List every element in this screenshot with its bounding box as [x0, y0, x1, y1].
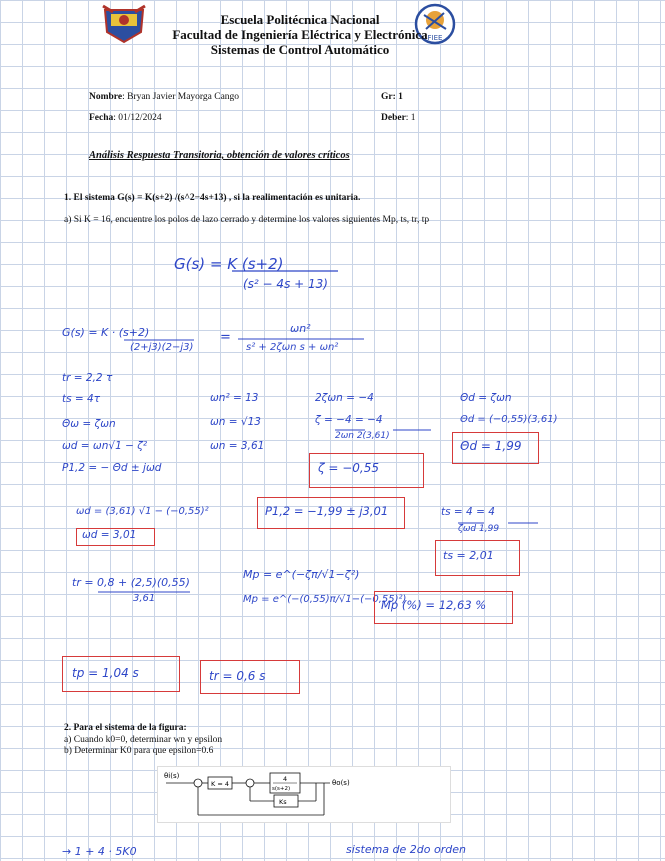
summing-junction-2	[246, 779, 254, 787]
hw-tr-def: tr = 2,2 τ	[62, 372, 113, 384]
document-title: Análisis Respuesta Transitoria, obtención de valores críticos	[89, 150, 350, 161]
institution-name: Escuela Politécnica Nacional	[220, 12, 380, 27]
nombre-label: Nombre	[89, 92, 123, 102]
question-2-part-a: a) Cuando k0=0, determinar wn y epsilon	[64, 735, 223, 745]
hw-gcl-eq: =	[220, 330, 231, 345]
diagram-output-label: θo(s)	[332, 779, 350, 787]
plant-numerator: 4	[283, 775, 288, 783]
hw-tr-frac: tr = 0,8 + (2,5)(0,55)	[72, 576, 190, 589]
question-2-heading: 2. Para el sistema de la figura:	[64, 723, 187, 733]
fiee-logo-text: FIEE	[427, 34, 443, 42]
fraction-line	[232, 269, 340, 273]
fecha-value: : 01/12/2024	[113, 113, 162, 123]
question-1-part-a: a) Si K = 16, encuentre los polos de lazo cerrado y determine los valores siguientes Mp, ts, tr, tp	[64, 215, 430, 225]
hw-gcl-den: s² + 2ζωn s + ωn²	[246, 342, 339, 353]
question-1-heading: 1. El sistema G(s) = K(s+2) /(s^2−4s+13) , si la realimentación es unitaria.	[64, 193, 361, 203]
hw-ts-val: ts = 2,01	[443, 549, 494, 562]
nombre-value: : Bryan Javier Mayorga Cango	[122, 92, 240, 102]
hw-ts-frac-den: ζωd 1,99	[458, 524, 500, 534]
course-name: Sistemas de Control Automático	[210, 42, 390, 57]
hw-zeta-val: ζ = −0,55	[318, 461, 379, 475]
deber-value: : 1	[405, 113, 416, 123]
diagram-input-label: θi(s)	[164, 772, 180, 780]
hw-tr-val: tr = 0,6 s	[209, 669, 266, 683]
hw-wn2: ωn² = 13	[210, 392, 259, 404]
hw-tp-val: tp = 1,04 s	[72, 666, 139, 680]
hw-bottom-note: sistema de 2do orden	[346, 843, 466, 856]
hw-gcl-left-den: (2+j3)(2−j3)	[130, 342, 194, 353]
hw-g-den: (s² − 4s + 13)	[243, 277, 328, 291]
group-label: Gr: 1	[381, 92, 403, 102]
fraction-line	[238, 337, 368, 341]
hw-zeta-frac: ζ = −4 = −4	[315, 414, 383, 426]
hw-mp-val: Mp (%) = 12,63 %	[381, 598, 487, 612]
summing-junction-1	[194, 779, 202, 787]
question-2-part-b: b) Determinar K0 para que epsilon=0.6	[64, 746, 214, 756]
plant-denominator: s(s+2)	[272, 786, 291, 792]
hw-poles-val: P1,2 = −1,99 ± j3,01	[265, 504, 389, 518]
hw-wd-calc: ωd = (3,61) √1 − (−0,55)²	[76, 506, 209, 517]
hw-bottom-eq: → 1 + 4 · 5K0	[62, 845, 137, 858]
block-diagram-svg	[158, 767, 450, 822]
hw-zeta-eq: 2ζωn = −4	[315, 392, 374, 404]
hw-tr-frac-den: 3,61	[133, 593, 156, 604]
hw-wd-val: ωd = 3,01	[82, 529, 137, 541]
hw-theta-w: Θω = ζωn	[62, 418, 116, 430]
hw-mp-def: Mp = e^(−ζπ/√1−ζ²)	[243, 568, 360, 581]
hw-zeta-frac-den: 2ωn 2(3,61)	[335, 431, 390, 441]
hw-thd-def: Θd = ζωn	[460, 392, 512, 404]
hw-wd-def: ωd = ωn√1 − ζ²	[62, 440, 148, 452]
feedback-block-label: Ks	[279, 798, 287, 806]
hw-thd-val: Θd = 1,99	[460, 439, 522, 453]
block-diagram	[157, 766, 451, 823]
hw-gcl-left: G(s) = K · (s+2)	[62, 326, 150, 339]
hw-wn-val: ωn = 3,61	[210, 440, 265, 452]
hw-ts-frac: ts = 4 = 4	[441, 506, 495, 518]
deber-label: Deber	[381, 113, 406, 123]
hw-thd-calc: Θd = (−0,55)(3,61)	[460, 414, 558, 425]
hw-mp-calc: Mp = e^(−(0,55)π/√1−(−0,55)²)	[243, 594, 407, 605]
assignment-number	[381, 113, 416, 123]
hw-poles-def: P1,2 = − Θd ± jωd	[62, 462, 162, 474]
student-name	[89, 92, 239, 102]
gain-block-label: K = 4	[211, 780, 229, 788]
hw-wn-sqrt: ωn = √13	[210, 416, 261, 428]
date	[89, 113, 162, 123]
fecha-label: Fecha	[89, 113, 114, 123]
hw-ts-def: ts = 4τ	[62, 393, 101, 405]
hw-gcl-num: ωn²	[290, 322, 311, 335]
hw-g-num: G(s) = K (s+2)	[174, 255, 284, 273]
faculty-name: Facultad de Ingeniería Eléctrica y Electrónica	[172, 27, 428, 42]
